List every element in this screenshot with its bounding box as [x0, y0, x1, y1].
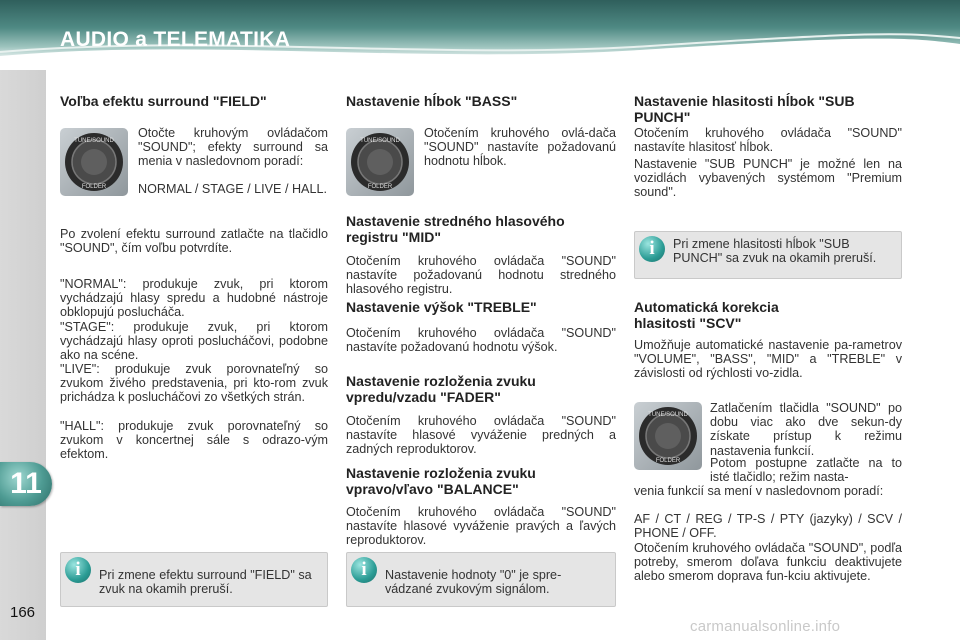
text-sub-punch-1: Otočením kruhového ovládača "SOUND" nastavíte hlasitosť hĺbok. [634, 126, 902, 155]
chapter-number: 11 [10, 467, 42, 500]
info-box-zero-value [346, 552, 616, 607]
svg-text:FOLDER: FOLDER [367, 184, 393, 190]
heading-fader: Nastavenie rozloženia zvuku vpredu/vzadu "FADER" [346, 373, 536, 405]
text-sub-punch-2: Nastavenie "SUB PUNCH" je možné len na vozidlách vybavených systémom "Premium sound". [634, 157, 902, 200]
tune-sound-folder-knob-icon [60, 128, 128, 196]
text-surround-knob: Otočte kruhovým ovládačom "SOUND"; efekty surround sa menia v nasledovnom poradí: [138, 126, 328, 169]
info-text-surround: Pri zmene efektu surround "FIELD" sa zvuk na okamih preruší. [99, 568, 312, 597]
text-treble: Otočením kruhového ovládača "SOUND" nastavíte požadovanú hodnotu výšok. [346, 326, 616, 355]
text-stage: "STAGE": produkuje zvuk, pri ktorom vychádzajú hlasy oproti poslucháčovi, podobne ako na scéne. [60, 320, 328, 363]
text-scv-2: venia funkcií sa mení v nasledovnom poradí: [634, 484, 884, 498]
text-balance: Otočením kruhového ovládača "SOUND" nastavíte hlasové vyváženie pravých a ľavých reproduktorov. [346, 505, 616, 548]
chapter-number-tab [0, 462, 52, 506]
svg-text:FOLDER: FOLDER [81, 184, 107, 190]
svg-text:TUNE/SOUND: TUNE/SOUND [648, 412, 688, 418]
heading-sub-punch: Nastavenie hlasitosti hĺbok "SUB PUNCH" [634, 93, 855, 125]
heading-bass: Nastavenie hĺbok "BASS" [346, 93, 518, 109]
heading-balance: Nastavenie rozloženia zvuku vpravo/vľavo "BALANCE" [346, 465, 536, 497]
tune-sound-folder-knob-icon [634, 402, 702, 470]
info-text-zero-value: Nastavenie hodnoty "0" je spre-vádzané zvukovým signálom. [385, 568, 562, 597]
text-scv-knob-1: Zatlačením tlačidla "SOUND" po dobu viac ako dve sekun-dy získate prístup k režimu nastavenia funkcií. [710, 401, 902, 458]
heading-surround-field: Voľba efektu surround "FIELD" [60, 93, 267, 109]
text-fader: Otočením kruhového ovládača "SOUND" nastavíte hlasové vyváženie predných a zadných reproduktorov. [346, 414, 616, 457]
svg-text:FOLDER: FOLDER [655, 458, 681, 464]
chapter-title: AUDIO a TELEMATIKA [60, 28, 291, 51]
text-bass: Otočením kruhového ovlá-dača "SOUND" nastavíte požadovanú hodnotu hĺbok. [424, 126, 616, 169]
text-mid: Otočením kruhového ovládača "SOUND" nastavíte požadovanú hodnotu stredného hlasového registru. [346, 254, 616, 297]
info-icon: i [639, 236, 665, 262]
text-scv-3: Otočením kruhového ovládača "SOUND", podľa potreby, smerom doľava funkciu deaktivujete alebo smerom doprava fun-kciu aktivujete. [634, 541, 902, 584]
text-scv-knob-2: Potom postupne zatlačte na to isté tlačidlo; režim nasta- [710, 456, 902, 485]
info-icon: i [65, 557, 91, 583]
tune-sound-folder-knob-icon [346, 128, 414, 196]
heading-scv: Automatická korekcia hlasitosti "SCV" [634, 299, 779, 331]
heading-treble: Nastavenie výšok "TREBLE" [346, 299, 537, 315]
svg-text:TUNE/SOUND: TUNE/SOUND [360, 138, 400, 144]
text-scv-1: Umožňuje automatické nastavenie pa-rametrov "VOLUME", "BASS", "MID" a "TREBLE" v závislosti od rýchlosti vo-zidla. [634, 338, 902, 381]
side-strip [0, 70, 46, 640]
info-box-sub-punch [634, 231, 902, 279]
svg-text:TUNE/SOUND: TUNE/SOUND [74, 138, 114, 144]
text-normal: "NORMAL": produkuje zvuk, pri ktorom vychádzajú hlasy spredu a hudobné nástroje obklopujú poslucháča. [60, 277, 328, 320]
text-scv-options: AF / CT / REG / TP-S / PTY (jazyky) / SCV / PHONE / OFF. [634, 512, 902, 541]
text-surround-confirm: Po zvolení efektu surround zatlačte na tlačidlo "SOUND", čím voľbu potvrdíte. [60, 227, 328, 256]
info-text-sub-punch: Pri zmene hlasitosti hĺbok "SUB PUNCH" sa zvuk na okamih preruší. [673, 237, 877, 266]
page-number: 166 [10, 604, 36, 621]
info-box-surround [60, 552, 328, 607]
text-hall: "HALL": produkuje zvuk porovnateľný so zvukom v koncertnej sále s odrazo-vým efektom. [60, 419, 328, 462]
text-live: "LIVE": produkuje zvuk porovnateľný so zvukom živého predstavenia, pri kto-rom zvuk prichádza k poslucháčovi zo všetkých strán. [60, 362, 328, 405]
watermark: carmanualsonline.info [690, 618, 841, 635]
info-icon: i [351, 557, 377, 583]
heading-mid: Nastavenie stredného hlasového registru "MID" [346, 213, 565, 245]
text-surround-options: NORMAL / STAGE / LIVE / HALL. [138, 182, 327, 196]
